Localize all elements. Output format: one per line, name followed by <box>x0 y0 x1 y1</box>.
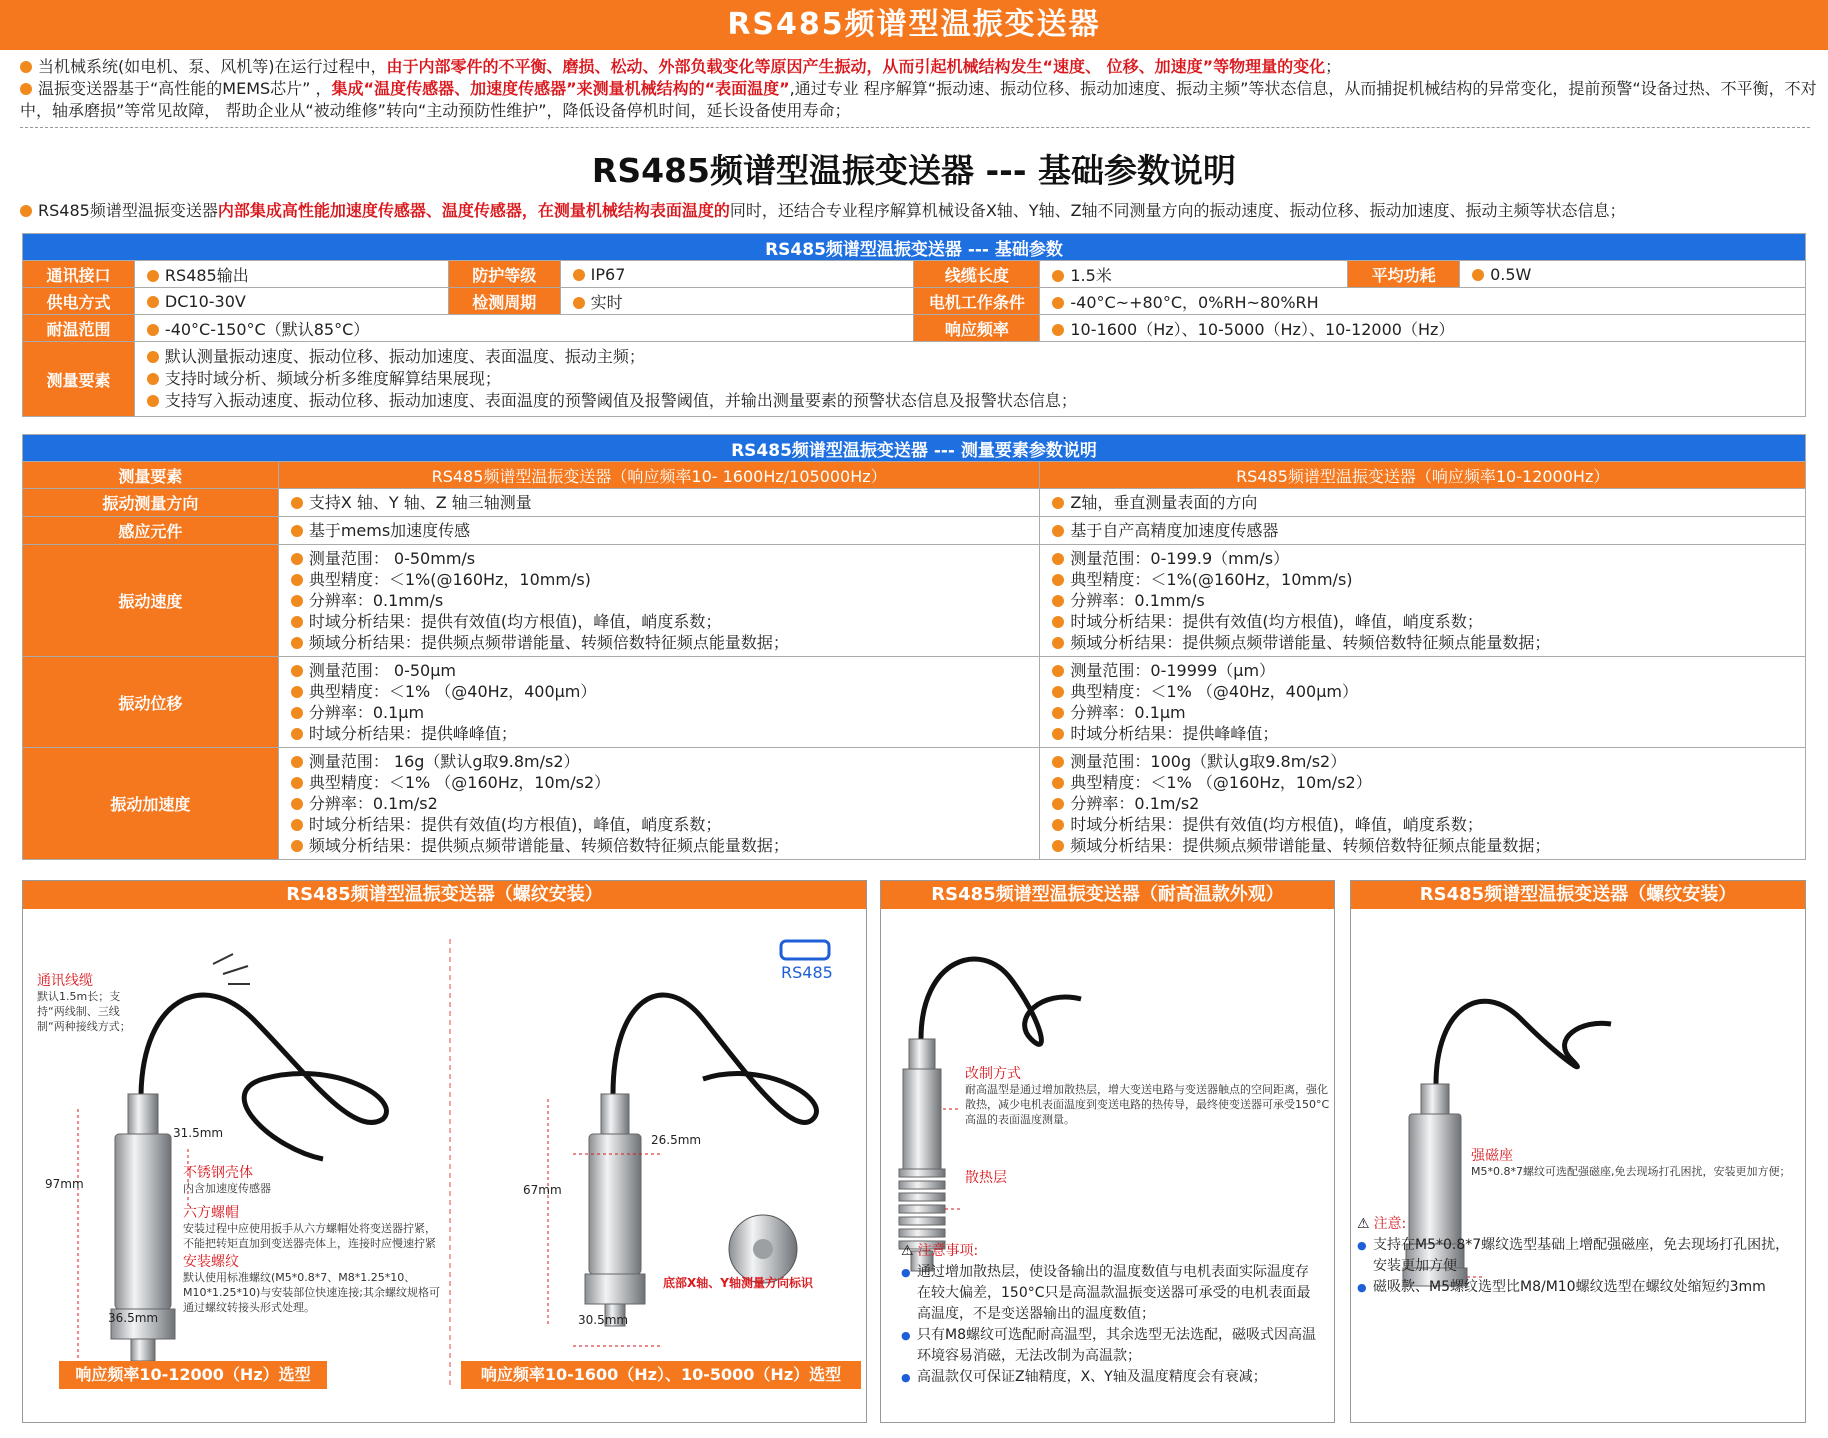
list-item: Z轴，垂直测量表面的方向 <box>1052 492 1793 513</box>
param-value: 实时 <box>560 288 914 315</box>
list-item: 典型精度：＜1%(@160Hz，10mm/s) <box>291 569 1028 590</box>
table-cell <box>278 657 1040 748</box>
table-row <box>23 545 1806 657</box>
list-item: ● 支持在M5*0.8*7螺纹选型基础上增配强磁座，免去现场打孔困扰，安装更加方便 <box>1357 1235 1797 1277</box>
bullet-icon <box>291 616 303 628</box>
param-value: RS485输出 <box>134 261 448 288</box>
table-cell <box>278 748 1040 860</box>
row-label: 振动位移 <box>23 657 279 748</box>
bullet-icon <box>1052 840 1064 852</box>
list-item: ● 高温款仅可保证Z轴精度，X、Y轴及温度精度会有衰减； <box>901 1367 1321 1388</box>
param-value <box>134 342 1805 417</box>
table-cell <box>1040 517 1806 545</box>
row-label: 振动加速度 <box>23 748 279 860</box>
dimension-label: 67mm <box>523 1183 562 1197</box>
table-banner: RS485频谱型温振变送器 --- 基础参数 <box>23 234 1806 261</box>
bullet-icon <box>147 373 159 385</box>
list-item: ● 只有M8螺纹可选配耐高温型，其余选型无法选配，磁吸式因高温环境容易消磁，无法改制为高温款； <box>901 1325 1321 1367</box>
bullet-icon <box>291 665 303 677</box>
warning-icon: ⚠ <box>1357 1216 1370 1232</box>
list-item: 分辨率：0.1m/s2 <box>1052 793 1793 814</box>
panel-title: RS485频谱型温振变送器（耐高温款外观） <box>881 881 1334 909</box>
bullet-icon <box>20 205 32 217</box>
param-label: 线缆长度 <box>914 261 1040 288</box>
list-item: ● 通过增加散热层，使设备输出的温度数值与电机表面实际温度存在较大偏差，150°C只是高温款温振变送器可承受的电机表面最高温度，不是变送器输出的温度数值； <box>901 1262 1321 1325</box>
bullet-icon <box>291 595 303 607</box>
bullet-icon <box>1052 637 1064 649</box>
table-banner: RS485频谱型温振变送器 --- 测量要素参数说明 <box>23 435 1806 462</box>
thread-callout: 安装螺纹 默认使用标准螺纹(M5*0.8*7、M8*1.25*10、M10*1.25*10)与安装部位快速连接;其余螺纹规格可通过螺纹转接头形式处理。 <box>183 1254 440 1314</box>
bullet-icon <box>20 61 32 73</box>
axis-note: 底部X轴、Y轴测量方向标识 <box>663 1276 813 1290</box>
bullet-icon <box>1052 798 1064 810</box>
warning-icon: ⚠ <box>901 1243 914 1259</box>
param-value: 0.5W <box>1460 261 1806 288</box>
list-item: 频域分析结果：提供频点频带谱能量、转频倍数特征频点能量数据； <box>1052 835 1793 856</box>
bullet-icon <box>147 270 159 282</box>
notes: ⚠ 注意: ● 支持在M5*0.8*7螺纹选型基础上增配强磁座，免去现场打孔困扰，安装更加方便 ● 磁吸款、M5螺纹选型比M8/M10螺纹选型在螺纹处缩短约3mm <box>1357 1214 1797 1298</box>
param-label: 供电方式 <box>23 288 135 315</box>
panel-thread-install <box>22 880 867 1423</box>
bullet-icon <box>1052 497 1064 509</box>
list-item: 测量范围：0-19999（μm） <box>1052 660 1793 681</box>
row-label: 振动测量方向 <box>23 489 279 517</box>
list-item: 支持时域分析、频域分析多维度解算结果展现； <box>147 368 1793 390</box>
sensor-illustration <box>23 909 868 1424</box>
list-item: 测量范围：0-199.9（mm/s） <box>1052 548 1793 569</box>
panel-magnetic-base <box>1350 880 1806 1423</box>
bullet-icon <box>147 296 159 308</box>
table-cell <box>1040 657 1806 748</box>
bullet-icon <box>1052 616 1064 628</box>
bullet-icon <box>147 324 159 336</box>
table-cell <box>278 489 1040 517</box>
table-header-row <box>23 462 1806 489</box>
bullet-icon <box>1052 324 1064 336</box>
table-row <box>23 315 1806 342</box>
table-cell <box>1040 748 1806 860</box>
list-item: ● 磁吸款、M5螺纹选型比M8/M10螺纹选型在螺纹处缩短约3mm <box>1357 1277 1797 1298</box>
list-item: 典型精度：＜1% （@40Hz，400μm） <box>291 681 1028 702</box>
bullet-icon <box>291 707 303 719</box>
param-value: -40°C-150°C（默认85°C） <box>134 315 914 342</box>
intro <box>20 56 1820 122</box>
bullet-icon <box>1052 756 1064 768</box>
bullet-icon <box>1052 553 1064 565</box>
bullet-icon <box>147 351 159 363</box>
param-label: 测量要素 <box>23 342 135 417</box>
bullet-icon <box>147 395 159 407</box>
list-item: 时域分析结果：提供峰峰值； <box>1052 723 1793 744</box>
bullet-icon <box>20 83 32 95</box>
bullet-icon <box>573 269 585 281</box>
bullet-icon <box>1052 707 1064 719</box>
list-item: 支持写入振动速度、振动位移、振动加速度、表面温度的预警阈值及报警阈值，并输出测量要素的预警状态信息及报警状态信息； <box>147 390 1793 412</box>
bullet-icon <box>1052 595 1064 607</box>
panel-high-temp <box>880 880 1335 1423</box>
param-value: IP67 <box>560 261 914 288</box>
list-item: 分辨率：0.1mm/s <box>291 590 1028 611</box>
param-label: 响应频率 <box>914 315 1040 342</box>
table-cell <box>1040 545 1806 657</box>
list-item: 分辨率：0.1m/s2 <box>291 793 1028 814</box>
bullet-icon <box>291 553 303 565</box>
bullet-icon <box>291 798 303 810</box>
bullet-icon <box>1052 777 1064 789</box>
bullet-icon <box>1052 297 1064 309</box>
bullet-icon <box>1052 270 1064 282</box>
hex-nut-callout: 六方螺帽 安装过程中应使用扳手从六方螺帽处将变送器拧紧，不能把转矩直加到变送器壳体上，连接时应慢速拧紧 <box>183 1205 436 1250</box>
intro-line-2: 温振变送器基于“高性能的MEMS芯片” ，集成“温度传感器、加速度传感器”来测量机械结构的“表面温度”,通过专业 程序解算“振动速、振动位移、振动加速度、振动主频”等状态信息，从而捕捉机械结构的异常变化，提前预警“设备过热、不平衡，不对中，轴承磨损”等常见故障， 帮助企业从“被动维修”转向“主动预防性维护”，降低设备停机时间，延长设备使用寿命； <box>20 79 1817 120</box>
param-label: 电机工作条件 <box>914 288 1040 315</box>
param-label: 防护等级 <box>448 261 560 288</box>
badge-1600-5000hz: 响应频率10-1600（Hz）、10-5000（Hz）选型 <box>461 1361 861 1389</box>
cable-callout: 通讯线缆 默认1.5m长；支持“两线制、三线制“两种接线方式； <box>37 973 131 1033</box>
param-value: -40°C~+80°C，0%RH~80%RH <box>1040 288 1806 315</box>
list-item: 基于mems加速度传感 <box>291 520 1028 541</box>
param-value: 10-1600（Hz）、10-5000（Hz）、10-12000（Hz） <box>1040 315 1806 342</box>
param-label: 平均功耗 <box>1348 261 1460 288</box>
table-row <box>23 342 1806 417</box>
list-item: 频域分析结果：提供频点频带谱能量、转频倍数特征频点能量数据； <box>1052 632 1793 653</box>
list-item: 默认测量振动速度、振动位移、振动加速度、表面温度、振动主频； <box>147 346 1793 368</box>
rs485-icon: RS485 <box>781 963 833 982</box>
dimension-label: 31.5mm <box>173 1126 224 1140</box>
list-item: 时域分析结果：提供峰峰值； <box>291 723 1028 744</box>
main-description: RS485频谱型温振变送器内部集成高性能加速度传感器、温度传感器，在测量机械结构表面温度的同时，还结合专业程序解算机械设备X轴、Y轴、Z轴不同测量方向的振动速度、振动位移、振动加速度、振动主频等状态信息； <box>20 200 1820 222</box>
bullet-icon <box>291 637 303 649</box>
list-item: 测量范围： 0-50mm/s <box>291 548 1028 569</box>
shell-callout: 不锈钢壳体 内含加速度传感器 <box>183 1165 271 1195</box>
param-label: 耐温范围 <box>23 315 135 342</box>
column-header: RS485频谱型温振变送器（响应频率10- 1600Hz/105000Hz） <box>278 462 1040 489</box>
bullet-icon <box>291 574 303 586</box>
dimension-label: 30.5mm <box>578 1313 629 1327</box>
table-cell <box>278 545 1040 657</box>
bullet-icon <box>291 756 303 768</box>
table-row <box>23 288 1806 315</box>
list-item: 频域分析结果：提供频点频带谱能量、转频倍数特征频点能量数据； <box>291 632 1028 653</box>
row-label: 振动速度 <box>23 545 279 657</box>
bullet-icon <box>1052 728 1064 740</box>
table-row <box>23 748 1806 860</box>
param-value: 1.5米 <box>1040 261 1348 288</box>
measure-table-body <box>23 489 1806 860</box>
intro-line-1: 当机械系统(如电机、泵、风机等)在运行过程中，由于内部零件的不平衡、磨损、松动、外部负载变化等原因产生振动，从而引起机械结构发生“速度、 位移、加速度”等物理量的变化； <box>20 56 1820 78</box>
bullet-icon <box>1052 525 1064 537</box>
list-item: 测量范围： 16g（默认g取9.8m/s2） <box>291 751 1028 772</box>
list-item: 典型精度：＜1% （@160Hz，10m/s2） <box>1052 772 1793 793</box>
dimension-label: 97mm <box>45 1177 84 1191</box>
list-item: 分辨率：0.1μm <box>1052 702 1793 723</box>
table-cell <box>278 517 1040 545</box>
bullet-icon <box>1052 819 1064 831</box>
bullet-icon <box>1472 269 1484 281</box>
list-item: 时域分析结果：提供有效值(均方根值)，峰值，峭度系数； <box>1052 611 1793 632</box>
list-item: 分辨率：0.1mm/s <box>1052 590 1793 611</box>
list-item: 基于自产高精度加速度传感器 <box>1052 520 1793 541</box>
dimension-label: 36.5mm <box>108 1311 159 1325</box>
row-label: 感应元件 <box>23 517 279 545</box>
badge-12000hz: 响应频率10-12000（Hz）选型 <box>59 1361 327 1389</box>
column-header: RS485频谱型温振变送器（响应频率10-12000Hz） <box>1040 462 1806 489</box>
column-header: 测量要素 <box>23 462 279 489</box>
param-label: 通讯接口 <box>23 261 135 288</box>
list-item: 典型精度：＜1% （@160Hz，10m/s2） <box>291 772 1028 793</box>
param-label: 检测周期 <box>448 288 560 315</box>
bullet-icon <box>291 497 303 509</box>
bullet-icon <box>1052 686 1064 698</box>
divider <box>20 127 1810 128</box>
bullet-icon <box>291 728 303 740</box>
bullet-icon <box>291 819 303 831</box>
list-item: 支持X 轴、Y 轴、Z 轴三轴测量 <box>291 492 1028 513</box>
basic-params-table <box>22 233 1806 417</box>
notes: ⚠ 注意事项: ● 通过增加散热层，使设备输出的温度数值与电机表面实际温度存在较大偏差，150°C只是高温款温振变送器可承受的电机表面最高温度，不是变送器输出的温度数值； ● 只有M8螺纹可选配耐高温型，其余选型无法选配，磁吸式因高温环境容易消磁，无法改制为高温款； ● 高温款仅可保证Z轴精度，X、Y轴及温度精度会有衰减； <box>901 1241 1321 1388</box>
bullet-icon <box>291 525 303 537</box>
table-row <box>23 657 1806 748</box>
table-row <box>23 261 1806 288</box>
table-cell <box>1040 489 1806 517</box>
magnet-base-callout: 强磁座 M5*0.8*7螺纹可选配强磁座,免去现场打孔困扰，安装更加方便； <box>1471 1148 1791 1178</box>
top-banner: RS485频谱型温振变送器 <box>0 0 1828 50</box>
list-item: 测量范围：100g（默认g取9.8m/s2） <box>1052 751 1793 772</box>
list-item: 分辨率：0.1μm <box>291 702 1028 723</box>
modification-callout: 改制方式 耐高温型是通过增加散热层，增大变送电路与变送器触点的空间距离，强化散热，减少电机表面温度到变送电路的热传导，最终使变送器可承受150°C高温的表面温度测量。 <box>965 1066 1330 1126</box>
list-item: 时域分析结果：提供有效值(均方根值)，峰值，峭度系数； <box>291 611 1028 632</box>
bullet-icon <box>291 840 303 852</box>
table-row <box>23 489 1806 517</box>
bullet-icon <box>291 777 303 789</box>
list-item: 测量范围： 0-50μm <box>291 660 1028 681</box>
bullet-icon <box>1052 665 1064 677</box>
list-item: 频域分析结果：提供频点频带谱能量、转频倍数特征频点能量数据； <box>291 835 1028 856</box>
list-item: 典型精度：＜1% （@40Hz，400μm） <box>1052 681 1793 702</box>
list-item: 典型精度：＜1%(@160Hz，10mm/s) <box>1052 569 1793 590</box>
param-value: DC10-30V <box>134 288 448 315</box>
table-row <box>23 517 1806 545</box>
dimension-label: 26.5mm <box>651 1133 702 1147</box>
bullet-icon <box>573 297 585 309</box>
list-item: 时域分析结果：提供有效值(均方根值)，峰值，峭度系数； <box>1052 814 1793 835</box>
page-title: RS485频谱型温振变送器 --- 基础参数说明 <box>591 151 1237 190</box>
measure-params-table <box>22 434 1806 860</box>
heat-sink-label: 散热层 <box>965 1170 1007 1186</box>
bullet-icon <box>291 686 303 698</box>
list-item: 时域分析结果：提供有效值(均方根值)，峰值，峭度系数； <box>291 814 1028 835</box>
panel-title: RS485频谱型温振变送器（螺纹安装） <box>1351 881 1805 909</box>
panel-title: RS485频谱型温振变送器（螺纹安装） <box>23 881 866 909</box>
bullet-icon <box>1052 574 1064 586</box>
